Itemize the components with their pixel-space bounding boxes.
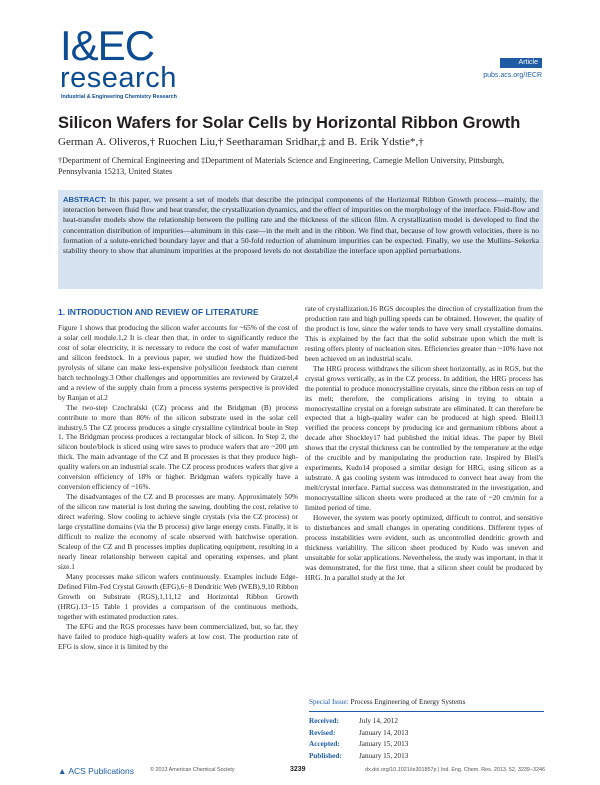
journal-url-link[interactable]: pubs.acs.org/IECR (483, 72, 542, 79)
acs-publications-logo (58, 766, 134, 776)
left-column (58, 323, 298, 651)
date-row (309, 716, 544, 728)
publication-dates (309, 716, 544, 762)
body-paragraph: The two-step Czochralski (CZ) process and the Bridgman (B) process contribute to more than 80% of the silicon substrate used in the solar cell industry.5 The CZ process produces a single crystalline cylindrical boule in Step 1. The Bridgman process produces a rectangular block of silicon. In Step 2, the silicon boule/block is sliced using wire saws to produce wafers that are ~200 μm thick. The main advantage of the CZ and B processes is that they produce high-quality wafers on an industrial scale. The CZ process produces wafers that give a conversion efficiency of 18% or higher. Bridgman wafers typically have a conversion efficiency of ~16%. (58, 402, 298, 492)
paper-title: Silicon Wafers for Solar Cells by Horizontal Ribbon Growth (58, 114, 521, 132)
copyright-notice: © 2013 American Chemical Society (150, 767, 235, 773)
journal-logo-research: research (60, 62, 177, 94)
special-issue (309, 698, 465, 706)
special-issue-label: Special Issue: (309, 698, 349, 706)
body-paragraph: However, the system was poorly optimized, difficult to control, and sensitive to disturbances and small changes in operating conditions. Different types of process instabilities were evident, such as uncontrolled dendritic growth and thickness variability. The silicon sheet produced by Kudo was uneven and unsuitable for solar applications. Nevertheless, the study was important, in that it was demonstrated, for the first time, that a silicon sheet could be produced by HRG. In a parallel study at the Jet (305, 513, 543, 582)
section-heading: 1. INTRODUCTION AND REVIEW OF LITERATURE (58, 307, 259, 317)
journal-logo-main: I&EC (60, 22, 155, 69)
body-paragraph: The disadvantages of the CZ and B processes are many. Approximately 50% of the silicon raw material is lost during the sawing, doubling the cost, relative to direct wafering. Slow cooling to achieve single crystals (via the CZ process) or large crystalline domains (via the B process) give large energy costs. Finally, it is difficult to realize the economy of scale observed with batchwise operation. Scaleup of the CZ and B processes implies duplicating equipment, resulting in a nearly linear relationship between capital and operating expenses, and plant size.1 (58, 492, 298, 571)
abstract-text: In this paper, we present a set of models that describe the principal components of the Horizontal Ribbon Growth process—mainly, the interaction between fluid flow and heat transfer, the crystallization dynamics, and the effect of impurities on the morphology of the interface. Fluid-flow and heat-transfer models show the relationship between the pulling rate and the thickness of the silicon film. A crystallization model is developed to find the concentration distribution of impurities—aluminum in this case—in the melt and in the ribbon. We find that, because of low growth velocities, there is no formation of a solute-enriched boundary layer and that a 50-fold reduction of aluminum impurities can be expected. Finally, we use the Mullins–Sekerka stability theory to show that aluminum impurities at the proposed levels do not destabilize the interface upon applied perturbations. (63, 195, 539, 256)
date-label: Accepted: (309, 740, 340, 748)
doi-citation[interactable]: dx.doi.org/10.1021/ie301857p | Ind. Eng. Chem. Res. 2013, 52, 3239−3246 (365, 767, 545, 773)
right-column (305, 304, 543, 583)
special-issue-value: Process Engineering of Energy Systems (350, 698, 466, 706)
date-value: January 15, 2013 (359, 751, 409, 760)
abstract-label: ABSTRACT: (63, 195, 107, 204)
date-value: January 14, 2013 (359, 728, 409, 737)
divider (309, 711, 544, 712)
page-number: 3239 (290, 766, 306, 773)
journal-logo-subtitle: Industrial & Engineering Chemistry Research (61, 94, 177, 100)
article-type-badge: Article (500, 58, 542, 68)
date-label: Received: (309, 717, 339, 725)
author-affiliation: †Department of Chemical Engineering and ‡Department of Materials Science and Engineering, Carnegie Mellon University, Pittsburgh, Pennsylvania 15213, United States (58, 156, 505, 176)
publisher-name: ACS Publications (68, 766, 134, 776)
body-paragraph: Many processes make silicon wafers continuously. Examples include Edge-Defined Film-Fed Crystal Growth (EFG),6−8 Dendritic Web (WEB),9,10 Ribbon Growth on Substrate (RGS),1,11,12 and Horizontal Ribbon Growth (HRG).13−15 Table 1 provides a comparison of the continuous methods, together with estimated production rates. (58, 571, 298, 621)
body-paragraph: rate of crystallization.16 RGS decouples the direction of crystallization from the production rate and high pulling speeds can be obtained. However, the quality of the product is low, since the wafer tends to have very small crystalline domains. This is explained by the fact that the solid substrate upon which the melt is resting offers plenty of nucleation sites. Efficiencies greater than ~10% have not been achieved on an industrial scale. (305, 304, 543, 363)
date-label: Revised: (309, 728, 336, 737)
date-value: January 15, 2013 (359, 740, 409, 748)
body-paragraph: The HRG process withdraws the silicon sheet horizontally, as in RGS, but the crystal grows vertically, as in the CZ process. In addition, the HRG process has the potential to produce monocrystalline crystals, since the ribbon rests on top of its melt; therefore, the complications arising in trying to obtain a monocrystalline crystal on a foreign substrate are eliminated. It can therefore be expected that a high-quality wafer can be produced at high speed. Bleil13 verified the process concept by producing ice and germanium ribbons about a decade after Shockley17 had published the initial ideas. The paper by Bleil shows that the crystal thickness can be controlled by the temperature at the edge of the crucible and by manipulating the production rate. Inspired by Bleil's experiments, Kudo14 proposed a similar design for HRG, using silicon as a substrate. A gas cooling system was introduced to convect heat away from the melt/crystal interface. Partial success was demonstrated in the investigation, and monocrystalline silicon sheets were produced at the rate of ~20 cm/min for a limited period of time. (305, 363, 543, 513)
date-row (309, 728, 544, 740)
date-row (309, 739, 544, 751)
body-paragraph: The EFG and the RGS processes have been commercialized, but, so far, they have failed to produce high-quality wafers at low cost. The production rate of EFG is slow, since it is limited by the (58, 621, 298, 651)
date-label: Published: (309, 751, 342, 760)
acs-logo-icon: ▲ (58, 766, 67, 776)
date-row (309, 751, 544, 763)
body-paragraph: Figure 1 shows that producing the silicon wafer accounts for ~65% of the cost of a solar cell module.1,2 It is clear then that, in order to significantly reduce the cost of solar electricity, it is necessary to reduce the cost of wafer manufacture and silicon feedstock. In a previous paper, we studied how the fluidized-bed pyrolysis of silane can make less-expensive polysilicon feedstock than current batch technology.3 Other challenges and opportunities are reviewed by Gratzel,4 and a review of the supply chain from a process systems perspective is provided by Ranjan et al.2 (58, 323, 298, 402)
date-value: July 14, 2012 (359, 717, 398, 725)
paper-authors: German A. Oliveros,† Ruochen Liu,† Seetharaman Sridhar,‡ and B. Erik Ydstie*,† (58, 136, 424, 148)
abstract (63, 195, 539, 256)
